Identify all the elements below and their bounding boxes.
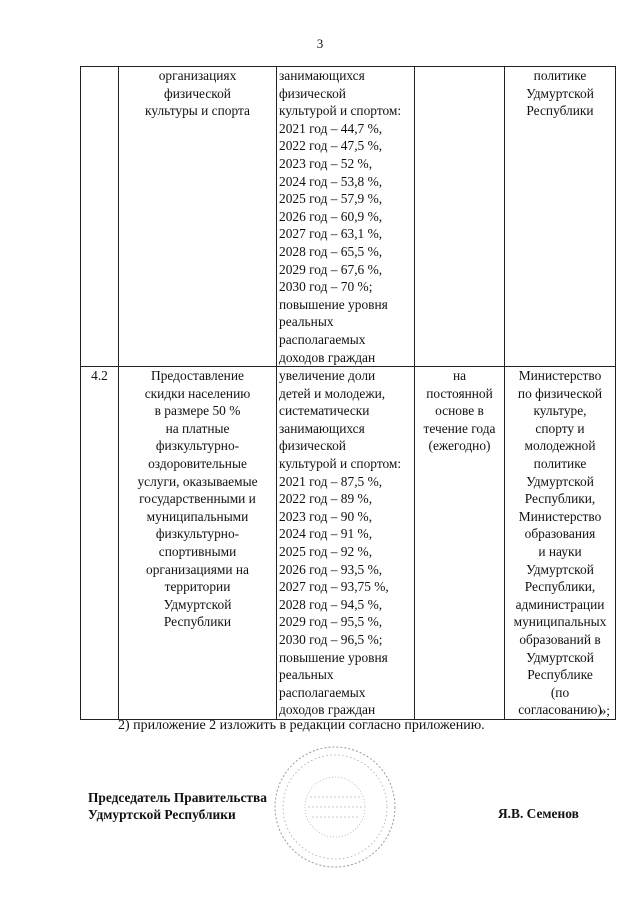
cell-line: реальных bbox=[279, 667, 334, 683]
cell-line: спорту и bbox=[535, 420, 585, 436]
cell-line: 2026 год – 93,5 %, bbox=[279, 561, 383, 577]
cell-line: основе в bbox=[435, 403, 484, 419]
signatory-title-line: Удмуртской Республики bbox=[88, 807, 236, 822]
cell-line: на bbox=[452, 368, 467, 384]
cell-line: по физической bbox=[517, 385, 603, 401]
cell-line: 2021 год – 44,7 %, bbox=[279, 120, 383, 136]
cell-line: территории bbox=[164, 579, 231, 595]
cell-line: 2025 год – 57,9 %, bbox=[279, 191, 383, 207]
cell-line: физической bbox=[279, 438, 346, 454]
cell-line: 2021 год – 87,5 %, bbox=[279, 473, 383, 489]
cell-line: Предоставление bbox=[151, 368, 244, 384]
cell-line: Удмуртской bbox=[526, 473, 594, 489]
cell-line: Удмуртской bbox=[526, 561, 594, 577]
cell-line: 2028 год – 94,5 %, bbox=[279, 596, 383, 612]
cell-line: услуги, оказываемые bbox=[137, 473, 258, 489]
cell-line: скидки населению bbox=[144, 385, 251, 401]
cell-measure bbox=[119, 367, 277, 720]
cell-line: увеличение доли bbox=[279, 368, 376, 384]
cell-line: политике bbox=[533, 456, 587, 472]
cell-line: 2027 год – 93,75 %, bbox=[279, 579, 389, 595]
cell-line: муниципальных bbox=[513, 614, 607, 630]
cell-line: Удмуртской bbox=[163, 596, 232, 612]
cell-line: 2029 год – 95,5 %, bbox=[279, 614, 383, 630]
cell-line: 2022 год – 89 %, bbox=[279, 491, 373, 507]
cell-executor bbox=[505, 67, 616, 367]
cell-line: 2024 год – 91 %, bbox=[279, 526, 373, 542]
cell-line: и науки bbox=[538, 544, 582, 560]
cell-line: Удмуртской bbox=[526, 85, 594, 101]
cell-number bbox=[81, 67, 119, 367]
page-number: 3 bbox=[316, 36, 324, 51]
signatory-title bbox=[88, 789, 267, 823]
cell-line: систематически bbox=[279, 403, 370, 419]
cell-line: Министерство bbox=[518, 508, 602, 524]
signatory-name: Я.В. Семенов bbox=[498, 806, 579, 821]
cell-line: Министерство bbox=[518, 368, 602, 384]
cell-line: на платные bbox=[165, 420, 230, 436]
cell-number: 4.2 bbox=[81, 367, 119, 720]
cell-line: Республики, bbox=[524, 491, 596, 507]
cell-line: постоянной bbox=[426, 385, 493, 401]
cell-line: оздоровительные bbox=[148, 456, 247, 472]
cell-line: согласованию) bbox=[518, 702, 602, 718]
cell-line: 2030 год – 70 %; bbox=[279, 279, 373, 295]
cell-line: располагаемых bbox=[279, 331, 366, 347]
cell-line: 2025 год – 92 %, bbox=[279, 544, 373, 560]
cell-line: молодежной bbox=[524, 438, 596, 454]
cell-line: Республики bbox=[526, 103, 594, 119]
closing-quote: »; bbox=[599, 703, 610, 718]
cell-line: реальных bbox=[279, 314, 334, 330]
measures-table bbox=[80, 66, 616, 720]
cell-line: физической bbox=[279, 85, 346, 101]
cell-line: Республики bbox=[163, 614, 232, 630]
cell-term bbox=[415, 67, 505, 367]
cell-line: повышение уровня bbox=[279, 296, 388, 312]
cell-line: (ежегодно) bbox=[428, 438, 491, 454]
cell-line: 2023 год – 52 %, bbox=[279, 155, 373, 171]
cell-line: физкультурно- bbox=[155, 438, 240, 454]
cell-line: занимающихся bbox=[279, 420, 365, 436]
cell-line: 2023 год – 90 %, bbox=[279, 508, 373, 524]
cell-line: 2029 год – 67,6 %, bbox=[279, 261, 383, 277]
cell-line: Республике bbox=[527, 667, 593, 683]
cell-line: организациях bbox=[158, 68, 237, 83]
cell-line: политике bbox=[533, 68, 587, 83]
table-row bbox=[81, 367, 616, 720]
cell-line: занимающихся bbox=[279, 68, 365, 83]
cell-line: доходов граждан bbox=[279, 349, 376, 365]
cell-indicators bbox=[277, 367, 415, 720]
signatory-title-line: Председатель Правительства bbox=[88, 790, 267, 805]
cell-executor bbox=[505, 367, 616, 720]
cell-line: располагаемых bbox=[279, 684, 366, 700]
cell-line: организациями на bbox=[146, 561, 249, 577]
cell-line: образования bbox=[524, 526, 596, 542]
cell-line: 2027 год – 63,1 %, bbox=[279, 226, 383, 242]
cell-line: спортивными bbox=[158, 544, 237, 560]
table-row bbox=[81, 67, 616, 367]
cell-line: 2022 год – 47,5 %, bbox=[279, 138, 383, 154]
cell-line: течение года bbox=[423, 420, 496, 436]
cell-line: повышение уровня bbox=[279, 649, 388, 665]
cell-line: 2030 год – 96,5 %; bbox=[279, 632, 383, 647]
cell-line: Республики, bbox=[524, 579, 596, 595]
cell-line: государственными и bbox=[139, 491, 256, 507]
cell-indicators bbox=[277, 67, 415, 367]
cell-line: культуре, bbox=[533, 403, 587, 419]
cell-term bbox=[415, 367, 505, 720]
cell-line: 2024 год – 53,8 %, bbox=[279, 173, 383, 189]
cell-line: детей и молодежи, bbox=[279, 385, 386, 401]
cell-measure bbox=[119, 67, 277, 367]
cell-line: Удмуртской bbox=[526, 649, 594, 665]
official-seal bbox=[270, 742, 400, 872]
cell-line: в размере 50 % bbox=[154, 403, 241, 419]
cell-line: культурой и спортом: bbox=[279, 103, 402, 119]
cell-line: муниципальными bbox=[146, 508, 249, 524]
cell-line: культуры и спорта bbox=[145, 103, 250, 119]
cell-line: физической bbox=[164, 85, 231, 101]
cell-line: (по bbox=[550, 684, 570, 700]
cell-line: образований в bbox=[519, 632, 601, 647]
cell-line: 2026 год – 60,9 %, bbox=[279, 208, 383, 224]
cell-line: администрации bbox=[515, 596, 605, 612]
cell-line: физкультурно- bbox=[155, 526, 240, 542]
amendment-text: 2) приложение 2 изложить в редакции согласно приложению. bbox=[118, 718, 485, 733]
cell-line: культурой и спортом: bbox=[279, 456, 402, 472]
cell-line: 2028 год – 65,5 %, bbox=[279, 243, 383, 259]
cell-line: доходов граждан bbox=[279, 702, 376, 718]
